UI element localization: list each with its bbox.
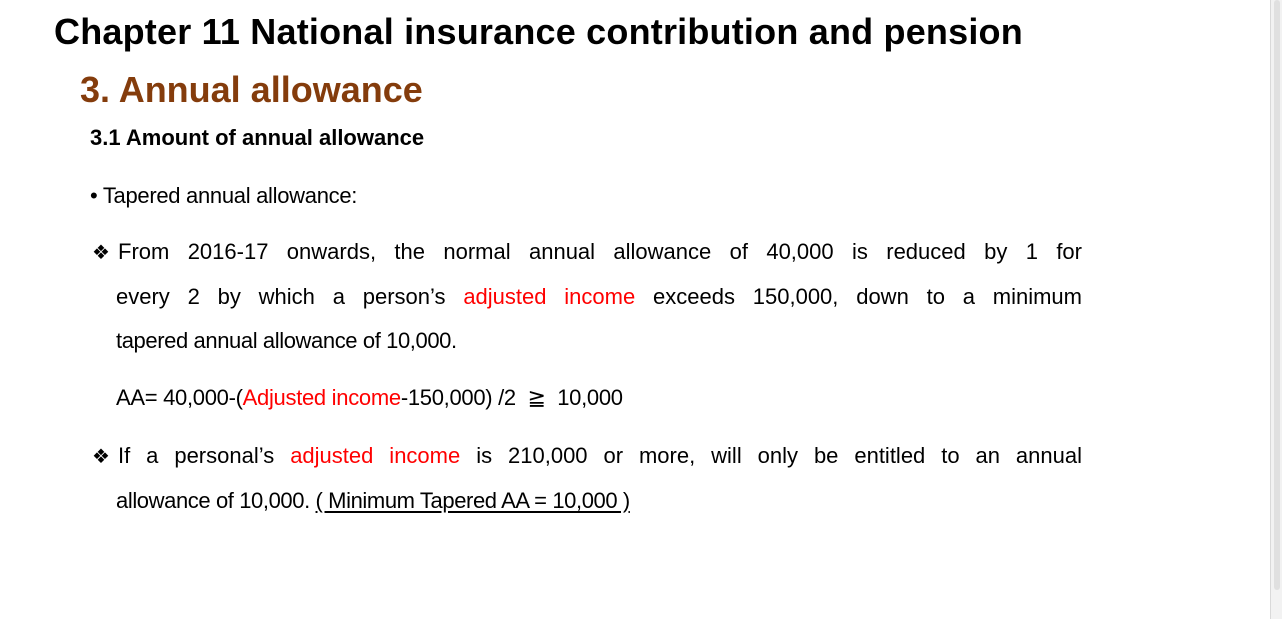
point-1-line-1-text: From 2016-17 onwards, the normal annual allowance of 40,000 is reduced by 1 for (118, 239, 1082, 264)
point-1-line-2-after: exceeds 150,000, down to a minimum (653, 283, 1082, 309)
formula-after: -150,000) /2 ≧ 10,000 (400, 385, 623, 410)
adjusted-income-highlight: adjusted income (463, 283, 636, 309)
point-2-line-1 (92, 434, 1082, 479)
formula-before: AA= 40,000-( (116, 385, 243, 410)
point-1-line-1 (92, 230, 1082, 275)
diamond-bullet-icon: ❖ (92, 242, 110, 264)
chapter-title: Chapter 11 National insurance contribution and pension (54, 11, 1023, 52)
scrollbar-thumb[interactable] (1274, 0, 1280, 590)
bullet-dot-icon: • (90, 183, 98, 208)
adjusted-income-highlight: adjusted income (290, 443, 461, 468)
point-2-line-2-plain: allowance of 10,000. (116, 487, 310, 513)
sub-heading: 3.1 Amount of annual allowance (90, 125, 425, 150)
point-2-paragraph (92, 434, 1082, 523)
point-2-line-1-after: is 210,000 or more, will only be entitled to an annual (476, 443, 1082, 468)
diamond-bullet-icon: ❖ (92, 446, 110, 468)
point-1-paragraph (92, 230, 1082, 364)
point-2-line-1-before: If a personal’s (118, 443, 275, 468)
point-1-line-2 (92, 275, 1082, 320)
formula-adjusted-income: Adjusted income (242, 385, 401, 410)
section-title: 3. Annual allowance (80, 69, 423, 110)
point-1-line-3: tapered annual allowance of 10,000. (116, 328, 457, 353)
bullet-text: Tapered annual allowance: (102, 183, 358, 208)
allowance-formula (116, 382, 623, 414)
point-2-line-2 (92, 479, 1082, 524)
vertical-scrollbar[interactable] (1270, 0, 1282, 619)
bullet-tapered-annual-allowance (90, 182, 357, 210)
minimum-tapered-aa-note: ( Minimum Tapered AA = 10,000 ) (315, 487, 630, 513)
point-1-line-2-before: every 2 by which a person’s (116, 283, 446, 309)
